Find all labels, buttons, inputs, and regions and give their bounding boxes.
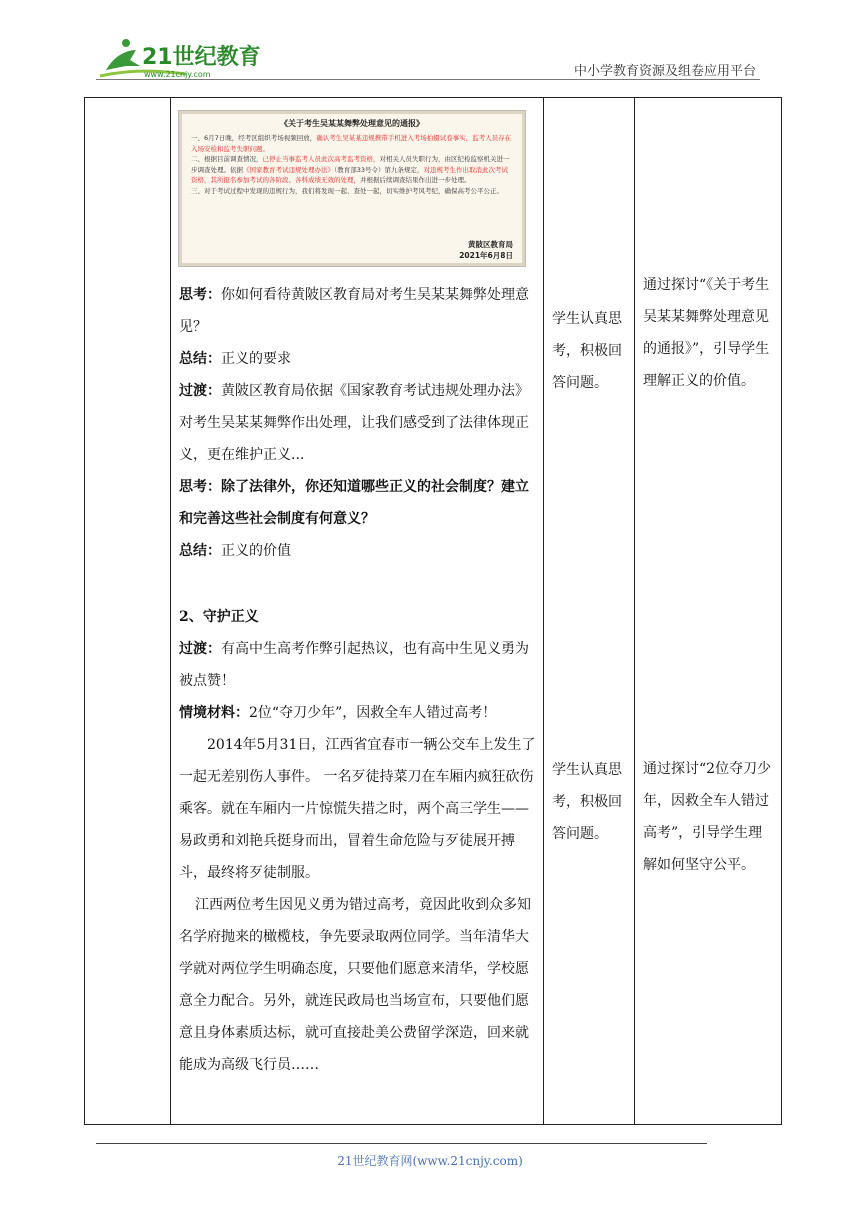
transition-1: 过渡：黄陂区教育局依据《国家教育考试违规处理办法》对考生吴某某舞弊作出处理，让我们感受到了法律体现正义，更在维护正义... (179, 383, 529, 463)
scenario-material: 情境材料：2位“夺刀少年”，因救全车人错过高考！ (179, 705, 497, 721)
footer-link[interactable]: 21世纪教育网(www.21cnjy.com) (337, 1154, 523, 1168)
student-activity-2: 学生认真思考，积极回答问题。 (552, 762, 622, 842)
story-paragraph-2: 江西两位考生因见义勇为错过高考，竟因此收到众多知名学府抛来的橄榄枝，争先要录取两位同学。当年清华大学就对两位学生明确态度，只要他们愿意来清华，学校愿意全力配合。另外，就连民政局也当场宣布，只要他们愿意且身体素质达标，就可直接赴美公费留学深造，回来就能成为高级飞行员…… (179, 897, 531, 1073)
section-heading: 2、守护正义 (179, 609, 259, 625)
notice-image (178, 110, 526, 267)
notice-date: 2021年6月8日 (459, 251, 513, 260)
design-intent-2: 通过探讨“2位夺刀少年，因救全车人错过高考”，引导学生理解如何坚守公平。 (643, 761, 772, 873)
student-activity-cell (544, 98, 635, 1125)
student-activity-1: 学生认真思考，积极回答问题。 (552, 311, 622, 391)
story-paragraph-1: 2014年5月31日，江西省宜春市一辆公交车上发生了一起无差别伤人事件。 一名歹徒持菜刀在车厢内疯狂砍伤乘客。就在车厢内一片惊慌失措之时，两个高三学生——易政勇和刘艳兵挺身而出，冒着生命危险与歹徒展开搏斗，最终将歹徒制服。 (179, 737, 536, 881)
svg-text:21世纪教育: 21世纪教育 (142, 45, 261, 70)
summary-2: 总结：正义的价值 (179, 543, 291, 559)
transition-2: 过渡：有高中生高考作弊引起热议，也有高中生见义勇为被点赞！ (179, 641, 529, 689)
activity-cell (171, 98, 544, 1125)
header-divider (96, 79, 760, 80)
design-intent-1: 通过探讨“《关于考生吴某某舞弊处理意见的通报》”，引导学生理解正义的价值。 (643, 277, 770, 389)
think-question-2: 思考：除了法律外，你还知道哪些正义的社会制度？建立和完善这些社会制度有何意义？ (179, 479, 529, 527)
page-header (0, 0, 860, 90)
notice-title: 《关于考生吴某某舞弊处理意见的通报》 (280, 119, 424, 128)
site-logo (96, 36, 266, 80)
think-question-1: 思考：你如何看待黄陂区教育局对考生吴某某舞弊处理意见？ (179, 287, 529, 335)
summary-1: 总结：正义的要求 (179, 351, 291, 367)
svg-text:www.21cnjy.com: www.21cnjy.com (144, 70, 211, 79)
platform-name: 中小学教育资源及组卷应用平台 (573, 64, 756, 79)
notice-body: 一、6月7日晚，经考区组织考场视频回放，确认考生吴某某违规携带手机进入考场拍摄试卷事实，监考人员存在入场安检和监考失职问题。 二、根据目前调查情况，已停止当事监考人员此次高考监考资格，对相关人员失职行为，由区纪检监察机关进一步调查处理。依据《国家教育考试违规处理办法》（教育部33号令）第九条规定，对违规考生作出取消此次考试资格，其所报名参加考试的各阶段、各科成绩无效的处理，并根据后续调查结果作出进一步处理。 三、对于考试过程中发现的违规行为，我们将发现一起、查处一起，切实维护考风考纪，确保高考公平公正。 (191, 134, 512, 195)
footer-divider (96, 1143, 707, 1144)
design-intent-cell (635, 98, 782, 1125)
notice-org: 黄陂区教育局 (468, 240, 513, 249)
stage-cell (85, 98, 171, 1125)
lesson-table (84, 97, 782, 1125)
table-row (85, 98, 782, 1125)
